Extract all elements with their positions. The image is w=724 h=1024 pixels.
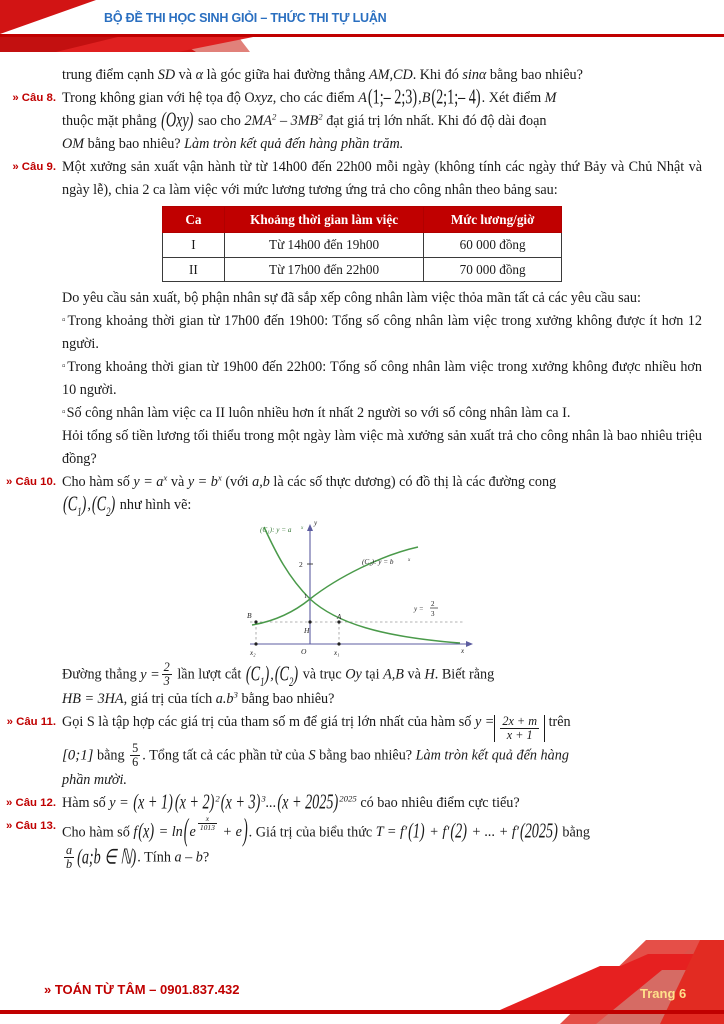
page-title: BỘ ĐỀ THI HỌC SINH GIỎI – THỨC THI TỰ LUẬN — [104, 11, 387, 25]
bullet-square-icon: ▫ — [62, 361, 67, 373]
question-9-bullet-3 — [0, 402, 724, 425]
q8-point-b-value: (2;1;– 4) — [431, 86, 481, 110]
cell-wage-1: 60 000 đồng — [424, 233, 562, 257]
q12-seg-1: Hàm số — [62, 794, 110, 811]
q8-point-b: B — [421, 90, 431, 106]
label-x-axis: x — [461, 647, 465, 656]
q11-rounding-note-a: Làm tròn kết quả đến hàng — [415, 747, 569, 764]
q10-seg-9: tại — [361, 666, 384, 683]
question-11 — [0, 711, 724, 792]
q7-var-amcd: AM,CD — [368, 67, 413, 83]
q10-oy: Oy — [345, 666, 362, 683]
label-x2: x₂ — [250, 649, 256, 658]
question-12-label: » Câu 12. — [5, 796, 56, 809]
q8-xyz: xyz — [254, 90, 273, 106]
q12-seg-2: có bao nhiêu điểm cực tiểu? — [356, 794, 520, 811]
q10-seg-2: và — [167, 474, 188, 491]
wage-table-wrapper — [0, 206, 724, 282]
q8-seg-1: Trong không gian với hệ tọa độ O — [62, 90, 255, 106]
q10-seg-4: là các số thực dương) có đồ thị là các đường cong — [269, 474, 557, 491]
label-point-b: B — [247, 611, 252, 621]
q8-expression: $2MA^2 - 3MB^2$ — [244, 111, 323, 129]
label-tick-2: 2 — [299, 560, 303, 570]
q10-seg-3: (với — [221, 474, 253, 491]
header-divider — [0, 34, 724, 37]
table-header-timerange: Khoảng thời gian làm việc — [224, 207, 423, 233]
q7-var-sd: SD — [157, 67, 176, 83]
page-footer — [0, 940, 724, 1024]
question-7-tail — [0, 64, 724, 87]
label-hline-num: 2 — [431, 600, 435, 609]
cell-wage-2: 70 000 đồng — [424, 257, 562, 281]
question-10-text — [62, 471, 702, 520]
table-header-wage: Mức lương/giờ — [424, 207, 562, 233]
curve-c1 — [264, 527, 460, 643]
q10-curves: $(C_1),(C_2)$ — [63, 493, 116, 520]
label-y-axis: y — [314, 519, 318, 528]
question-9-bullet-2 — [0, 356, 724, 402]
table-header-row — [163, 207, 562, 233]
question-13-text — [62, 815, 702, 871]
y-axis-arrow-icon — [307, 524, 313, 531]
x-axis-arrow-icon — [466, 641, 473, 647]
q8-om: OM — [62, 136, 85, 152]
q10-ab: a,b — [252, 474, 270, 491]
q8-oxy: (Oxy) — [161, 109, 194, 133]
q10-fn-1: $y = a^x$ — [133, 472, 168, 491]
q8-seg-3: . Xét điểm — [481, 90, 545, 106]
q8-seg-6: đạt giá trị lớn nhất. Khi đó độ dài đoạn — [322, 113, 547, 129]
label-c2: (C₂): y = b — [362, 558, 394, 567]
q10-seg-8: và trục — [299, 666, 346, 683]
q8-seg-4: thuộc mặt phẳng — [62, 113, 161, 129]
label-x1: x₁ — [334, 649, 340, 658]
bullet-1-text: Trong khoảng thời gian từ 17h00 đến 19h00: Tổng số công nhân làm việc trong xưởng không được ít hơn 12 người. — [62, 313, 702, 353]
question-12-text — [62, 792, 702, 815]
q8-seg-2: , cho các điểm — [272, 90, 359, 106]
q11-seg-2: trên — [545, 713, 571, 730]
table-row — [163, 233, 562, 257]
question-9-label: » Câu 9. — [12, 161, 56, 173]
q10-seg-12: , giá trị của tích — [123, 690, 216, 707]
q7-alpha-symbol-2: α — [478, 67, 487, 83]
bullet-square-icon: ▫ — [62, 315, 67, 327]
question-9 — [0, 156, 724, 202]
q10-seg-6: Đường thẳng — [62, 666, 141, 683]
q10-point-h: H — [424, 666, 435, 683]
q7-seg-4: . Khi đó — [412, 67, 463, 83]
question-13-label: » Câu 13. — [5, 819, 56, 832]
label-tick-1: 1 — [304, 594, 307, 601]
label-origin: O — [301, 647, 307, 657]
label-hline-den: 3 — [431, 610, 435, 619]
q10-seg-11: . Biết rằng — [434, 666, 495, 683]
q11-interval: [0;1] — [62, 747, 94, 764]
question-11-label: » Câu 11. — [6, 715, 56, 728]
label-point-a: A — [337, 613, 342, 622]
q11-value-fraction: $\frac{5}{6}$ — [132, 741, 139, 769]
table-row — [163, 257, 562, 281]
q10-seg-5: như hình vẽ: — [116, 497, 192, 514]
label-c2-exponent: x — [408, 558, 411, 564]
question-10-label: » Câu 10. — [5, 476, 56, 489]
document-body — [0, 64, 724, 871]
q13-seg-1: Cho hàm số — [62, 824, 134, 841]
bullet-square-icon: ▫ — [62, 407, 66, 419]
q10-seg-7: lần lượt cắt — [173, 666, 245, 683]
q11-seg-3: bằng — [93, 747, 129, 764]
q10-seg-13: bằng bao nhiêu? — [237, 690, 335, 707]
exponential-curves-figure — [0, 519, 724, 659]
q7-sin: sin — [462, 67, 479, 83]
question-9-after-table: Do yêu cầu sản xuất, bộ phận nhân sự đã sắp xếp công nhân làm việc thỏa mãn tất cả các yêu cầu sau: — [62, 290, 641, 307]
q8-point-a-value: (1;– 2;3) — [367, 86, 418, 110]
q13-set-condition: (a;b ∈ ℕ) — [77, 845, 137, 869]
x2-dot — [254, 643, 257, 646]
q10-seg-1: Cho hàm số — [62, 474, 134, 491]
q11-seg-1: Gọi S là tập hợp các giá trị của tham số m để giá trị lớn nhất của hàm số — [62, 713, 475, 730]
label-c1: (C₁): y = a — [260, 526, 292, 535]
q8-seg-5: sao cho — [194, 113, 245, 129]
cell-shift-2: II — [163, 257, 225, 281]
q8-point-a: A — [358, 90, 367, 106]
q10-condition: HB = 3HA — [62, 690, 124, 707]
bullet-2-text: Trong khoảng thời gian từ 19h00 đến 22h00: Tổng số công nhân làm việc trong xưởng không được nhiều hơn 10 người. — [62, 359, 703, 399]
label-c1-exponent: x — [301, 526, 304, 532]
question-13 — [0, 815, 724, 871]
q8-rounding-note: Làm tròn kết quả đến hàng phần trăm. — [184, 136, 404, 152]
q13-seg-5: ? — [202, 849, 210, 866]
q13-result-fraction: $\frac{a}{b}$ — [66, 843, 73, 871]
q7-seg-5: bằng bao nhiêu? — [486, 67, 583, 83]
q10-curves-2: $(C_1),(C_2)$ — [245, 662, 299, 689]
wage-table — [162, 206, 562, 282]
q11-set-s: S — [308, 747, 316, 764]
q7-alpha-symbol: α — [195, 67, 204, 83]
q13-seg-2: . Giá trị của biểu thức — [248, 824, 376, 841]
q11-rounding-note-b: phần mười. — [62, 771, 127, 788]
q13-sum-expression: T = f′(1) + f′(2) + ... + f′(2025) — [375, 820, 558, 844]
q10-points-ab: A,B — [383, 666, 404, 683]
q13-function: f(x) = ln(e $^{\frac{x}{1013}}$ + e) — [133, 813, 248, 850]
q11-seg-5: bằng bao nhiêu? — [315, 747, 416, 764]
label-hline: y = — [414, 605, 424, 614]
q10-fn-2: $y = b^x$ — [187, 472, 222, 491]
header-decoration-icon — [0, 0, 724, 52]
cell-shift-1: I — [163, 233, 225, 257]
question-10-continuation — [0, 661, 724, 711]
q13-seg-4: . Tính — [137, 849, 175, 866]
page-header — [0, 0, 724, 52]
point-h-dot — [308, 621, 311, 624]
graph-svg — [242, 519, 482, 659]
cell-time-2: Từ 17h00 đến 22h00 — [224, 257, 423, 281]
q11-function: y = $\frac{2x + m}{x + 1}$ — [475, 714, 545, 730]
question-12 — [0, 792, 724, 815]
q7-seg-1: trung điểm cạnh — [62, 67, 158, 83]
question-9-intro: Một xưởng sản xuất vận hành từ từ 14h00 đến 22h00 mỗi ngày (không tính các ngày thứ Bảy và Chủ Nhật và ngày lễ), chia 2 ca làm việc với mức lương tương ứng trả cho công nhân theo bảng sau: — [62, 159, 702, 198]
question-9-closing: Hỏi tổng số tiền lương tối thiểu trong một ngày làm việc mà xưởng sản xuất trả cho công nhân là bao nhiêu triệu đồng? — [62, 428, 702, 468]
point-b-dot — [254, 621, 257, 624]
q11-seg-4: . Tổng tất cả các phần tử của — [142, 747, 309, 764]
q10-product: $a.b^3$ — [215, 689, 238, 707]
table-header-ca: Ca — [163, 207, 225, 233]
question-8 — [0, 87, 724, 156]
bullet-3-text: Số công nhân làm việc ca II luôn nhiều hơn ít nhất 2 người so với số công nhân làm ca I. — [66, 405, 571, 422]
q7-seg-2: và — [175, 67, 196, 83]
footer-brand: » TOÁN TỪ TÂM – 0901.837.432 — [44, 982, 240, 997]
footer-page-number: Trang 6 — [640, 986, 687, 1001]
x1-dot — [337, 643, 340, 646]
q7-seg-3: là góc giữa hai đường thẳng — [203, 67, 369, 83]
question-8-label: » Câu 8. — [12, 92, 56, 104]
question-7-label — [0, 64, 62, 66]
cell-time-1: Từ 14h00 đến 19h00 — [224, 233, 423, 257]
q8-comma: , — [418, 90, 422, 106]
q12-expression: y = (x + 1) $(x + 2)^2(x + 3)^3...(x + 2025)^{2025}$ — [109, 790, 357, 815]
question-10 — [0, 471, 724, 520]
q13-ask: a – b — [174, 849, 203, 866]
question-11-text — [62, 711, 702, 792]
question-8-text — [62, 87, 702, 156]
q10-line-eq: y = $\frac{2}{3}$ — [140, 660, 170, 688]
label-point-h: H — [304, 626, 310, 636]
question-9-bullet-1 — [0, 310, 724, 356]
q10-seg-10: và — [403, 666, 425, 683]
q8-seg-7: bằng bao nhiêu? — [84, 136, 185, 152]
q13-seg-3: bằng — [558, 824, 590, 841]
q8-point-m: M — [544, 90, 557, 106]
